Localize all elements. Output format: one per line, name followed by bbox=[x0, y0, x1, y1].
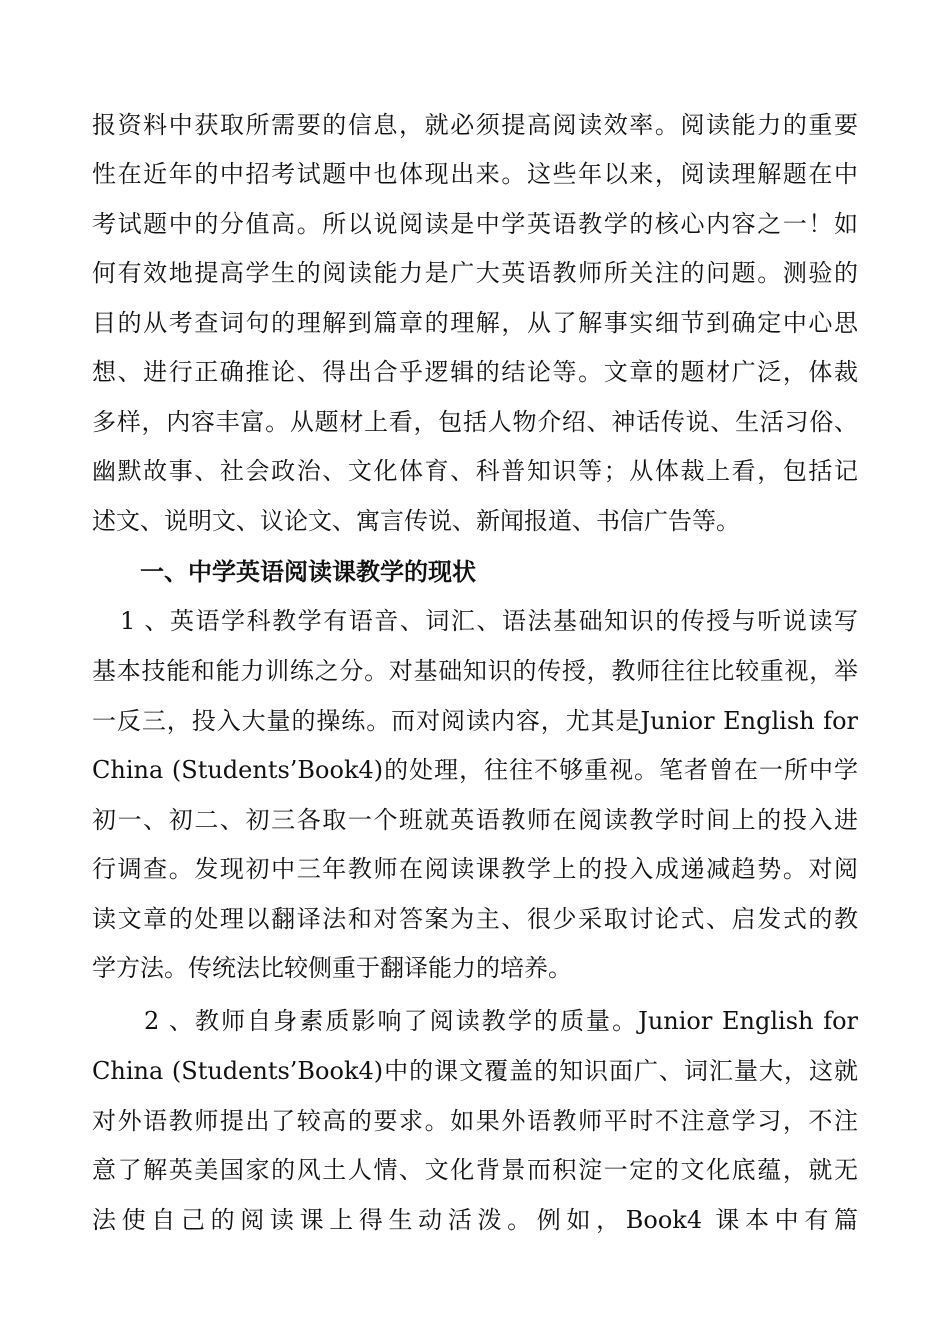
paragraph-3-line: 对外语教师提出了较高的要求。如果外语教师平时不注意学习，不注 bbox=[92, 1107, 858, 1135]
paragraph-1-line: 考试题中的分值高。所以说阅读是中学英语教学的核心内容之一！如 bbox=[92, 210, 858, 238]
section-heading: 一、中学英语阅读课教学的现状 bbox=[140, 557, 476, 586]
paragraph-3-line: 2 、教师自身素质影响了阅读教学的质量。Junior English for bbox=[144, 1007, 858, 1035]
paragraph-3-line: China (Students’Book4)中的课文覆盖的知识面广、词汇量大，这就 bbox=[92, 1057, 858, 1085]
paragraph-2-line: 一反三，投入大量的操练。而对阅读内容，尤其是Junior English for bbox=[92, 707, 858, 735]
paragraph-2-line: 1 、英语学科教学有语音、词汇、语法基础知识的传授与听说读写 bbox=[120, 607, 858, 635]
paragraph-1-line: 想、进行正确推论、得出合乎逻辑的结论等。文章的题材广泛，体裁 bbox=[92, 358, 858, 386]
paragraph-2-line: 学方法。传统法比较侧重于翻译能力的培养。 bbox=[92, 954, 572, 982]
paragraph-2-line: 读文章的处理以翻译法和对答案为主、很少采取讨论式、启发式的教 bbox=[92, 905, 858, 933]
paragraph-1-line: 幽默故事、社会政治、文化体育、科普知识等；从体裁上看，包括记 bbox=[92, 457, 858, 485]
paragraph-1-line: 多样，内容丰富。从题材上看，包括人物介绍、神话传说、生活习俗、 bbox=[92, 408, 858, 436]
paragraph-1-line: 述文、说明文、议论文、寓言传说、新闻报道、书信广告等。 bbox=[92, 507, 740, 535]
paragraph-1-line: 何有效地提高学生的阅读能力是广大英语教师所关注的问题。测验的 bbox=[92, 259, 858, 287]
paragraph-1-line: 性在近年的中招考试题中也体现出来。这些年以来，阅读理解题在中 bbox=[92, 160, 858, 188]
paragraph-2-line: 基本技能和能力训练之分。对基础知识的传授，教师往往比较重视，举 bbox=[92, 657, 858, 685]
paragraph-1-line: 目的从考查词句的理解到篇章的理解，从了解事实细节到确定中心思 bbox=[92, 309, 858, 337]
paragraph-3-line: 意了解英美国家的风土人情、文化背景而积淀一定的文化底蕴，就无 bbox=[92, 1156, 858, 1184]
paragraph-1-line: 报资料中获取所需要的信息，就必须提高阅读效率。阅读能力的重要 bbox=[92, 111, 858, 139]
paragraph-2-line: 初一、初二、初三各取一个班就英语教师在阅读教学时间上的投入进 bbox=[92, 806, 858, 834]
paragraph-2-line: 行调查。发现初中三年教师在阅读课教学上的投入成递减趋势。对阅 bbox=[92, 855, 858, 883]
paragraph-3-line: 法使自己的阅读课上得生动活泼。例如，Book4 课本中有篇 bbox=[92, 1206, 858, 1234]
paragraph-2-line: China (Students’Book4)的处理，往往不够重视。笔者曾在一所中学 bbox=[92, 756, 858, 784]
